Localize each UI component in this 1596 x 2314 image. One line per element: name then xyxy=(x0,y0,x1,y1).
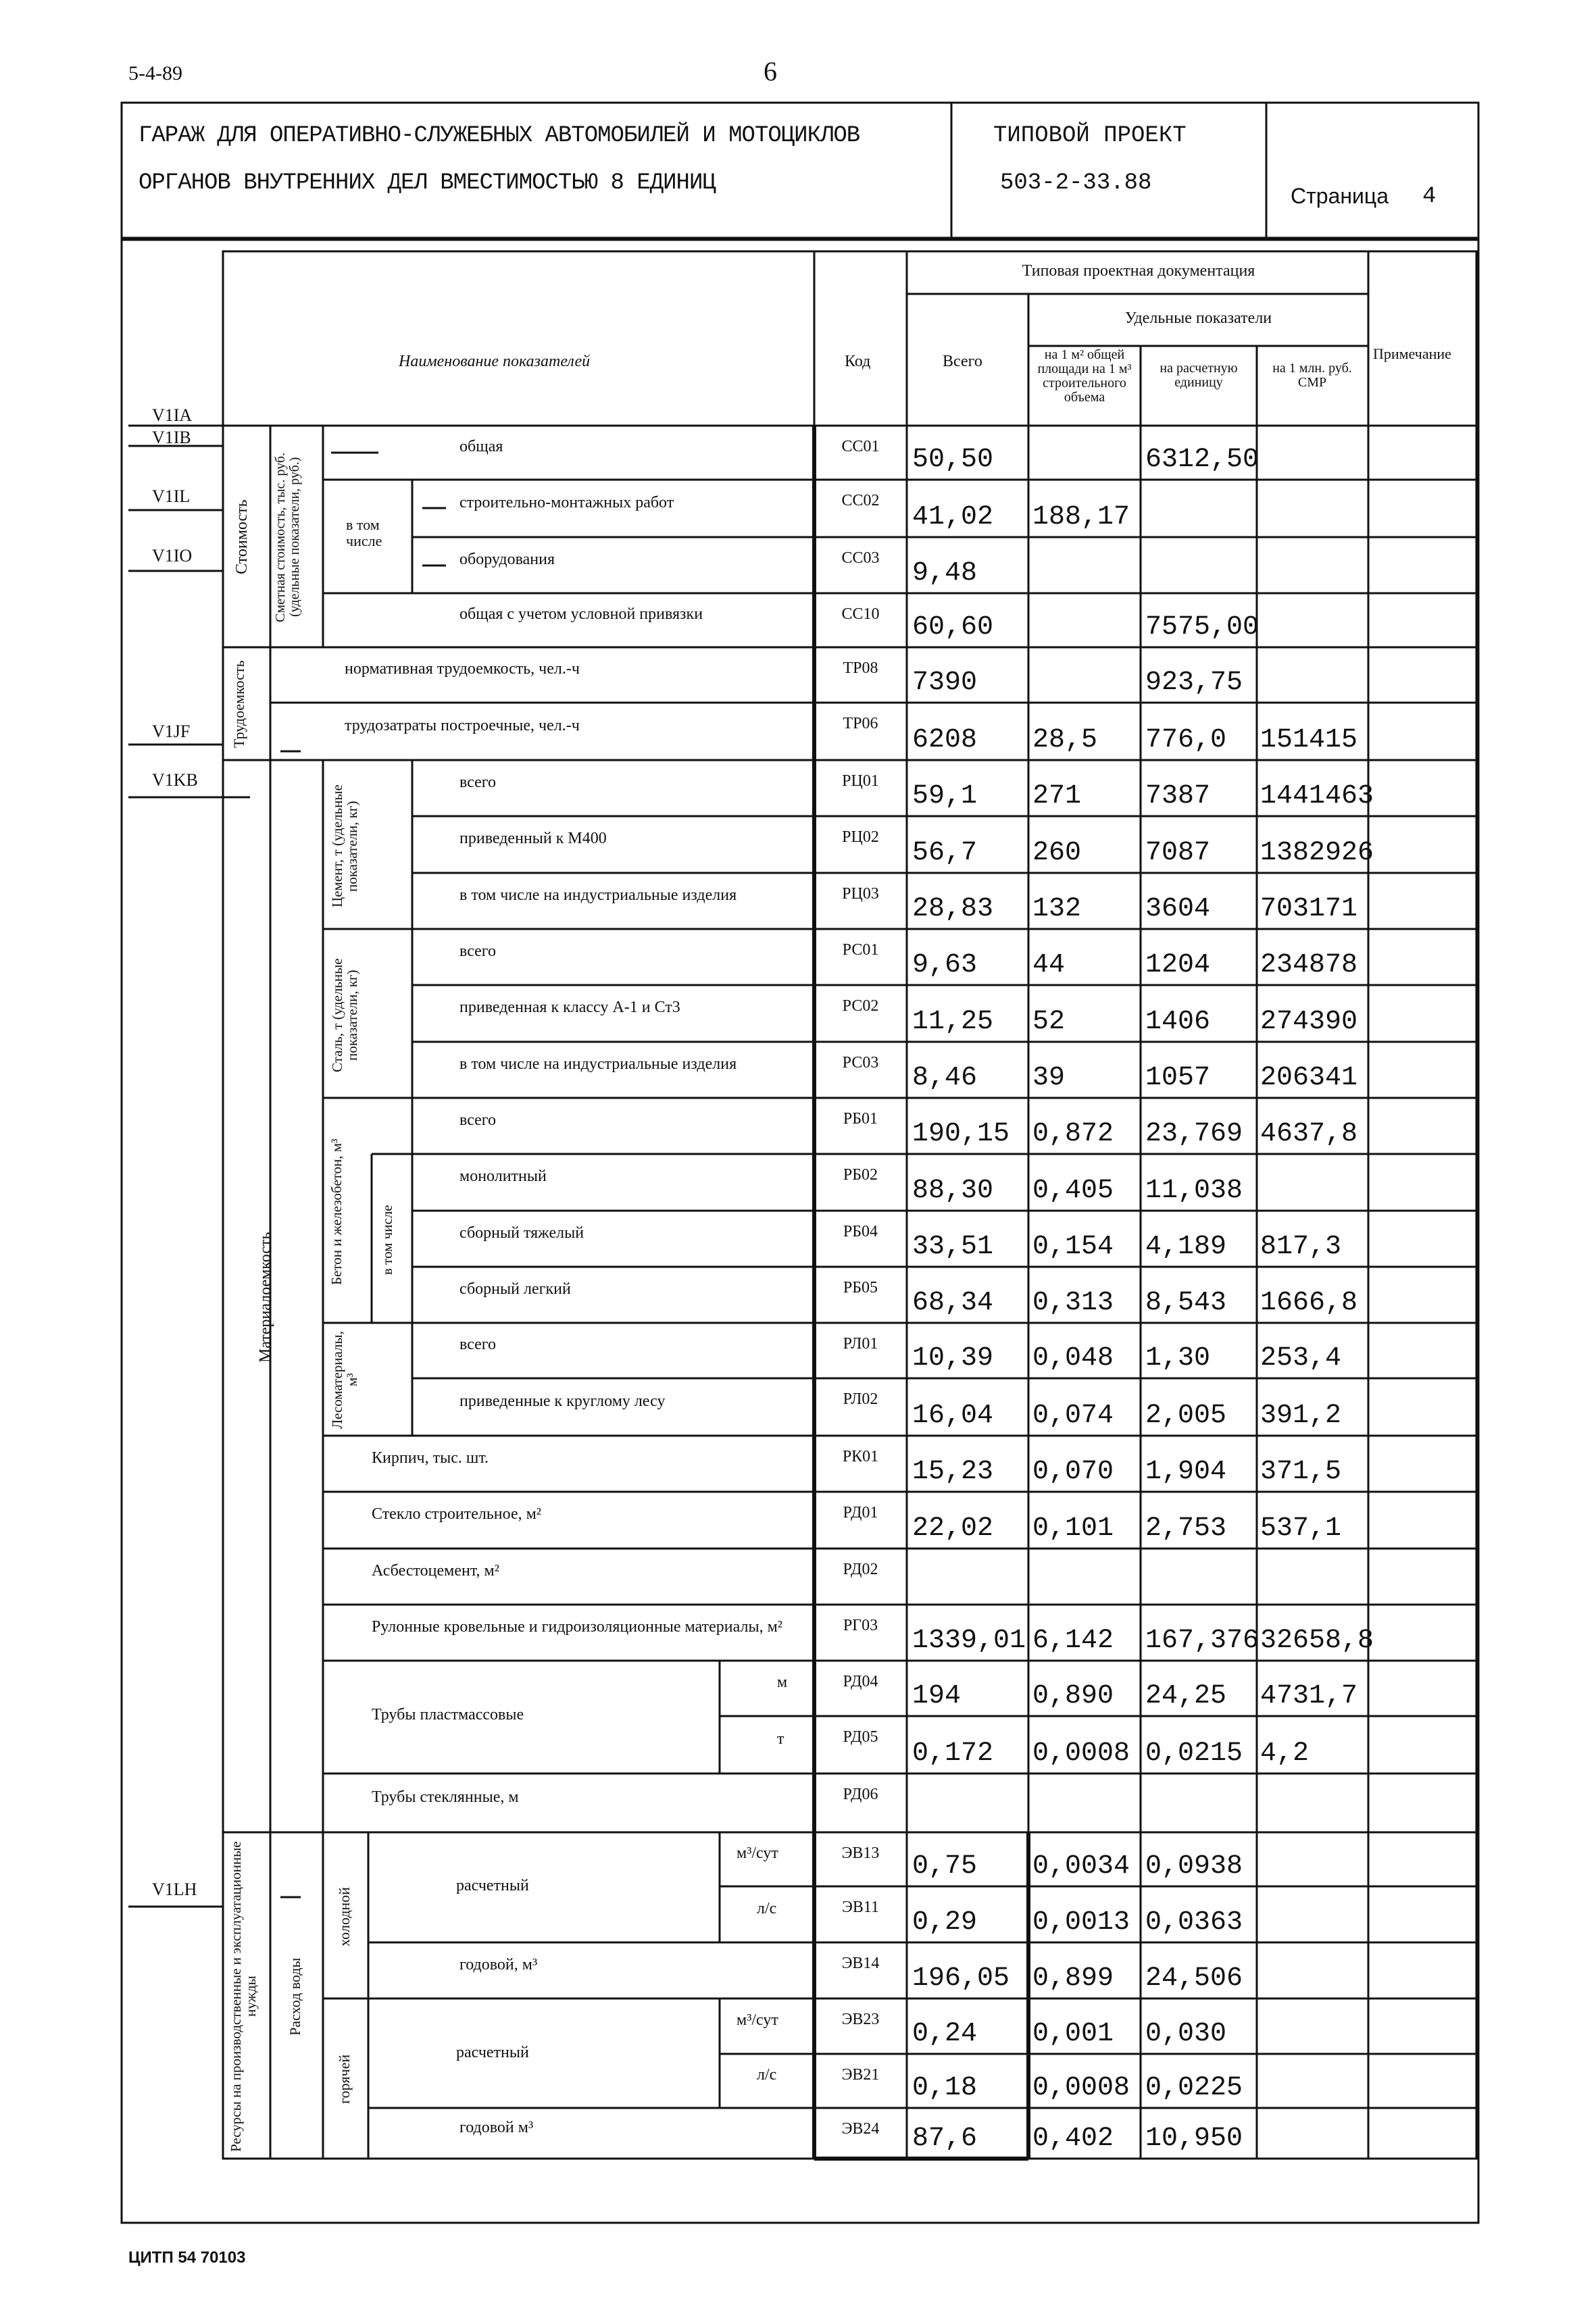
row-total: 16,04 xyxy=(912,1401,994,1431)
row-code: РД04 xyxy=(843,1673,878,1690)
row-code: РД05 xyxy=(843,1728,878,1746)
side-code-v1ib: V1IB xyxy=(152,428,191,447)
row-per-m3: 0,0034 xyxy=(1032,1851,1130,1882)
row-code: ЭВ11 xyxy=(842,1898,879,1916)
title-line-2: ОРГАНОВ ВНУТРЕННИХ ДЕЛ ВМЕСТИМОСТЬЮ 8 ЕДИНИЦ xyxy=(139,170,716,196)
row-total: 0,172 xyxy=(912,1738,994,1769)
row-per-unit: 8,543 xyxy=(1145,1288,1227,1318)
page-number: 6 xyxy=(764,56,777,86)
row-per-m3: 0,313 xyxy=(1032,1288,1114,1318)
row-label: годовой м³ xyxy=(459,2118,534,2136)
row-label: монолитный xyxy=(459,1167,547,1185)
side-code-v1io: V1IO xyxy=(152,546,193,565)
row-per-unit: 23,769 xyxy=(1145,1119,1243,1149)
row-per-m3: 0,405 xyxy=(1032,1176,1114,1206)
group-cold: холодной xyxy=(336,1887,353,1947)
row-per-m3: 0,074 xyxy=(1032,1401,1114,1431)
row-total: 15,23 xyxy=(912,1457,994,1487)
row-total: 10,39 xyxy=(912,1343,994,1374)
row-per-unit: 1406 xyxy=(1145,1007,1211,1037)
row-total: 190,15 xyxy=(912,1119,1010,1149)
row-per-unit: 1204 xyxy=(1145,950,1211,980)
row-label: приведенная к классу А-1 и Ст3 xyxy=(459,999,680,1016)
row-code: СС03 xyxy=(841,549,880,567)
row-total: 28,83 xyxy=(912,894,994,924)
header-tpd: Типовая проектная документация xyxy=(1022,262,1255,280)
row-code: РС01 xyxy=(842,941,879,959)
header-note: Примечание xyxy=(1373,345,1451,362)
calc-cold-label: расчетный xyxy=(456,1877,529,1894)
row-per-unit: 1,904 xyxy=(1145,1457,1227,1487)
row-label: Рулонные кровельные и гидроизоляционные материалы, м² xyxy=(372,1617,782,1636)
row-code: ЭВ14 xyxy=(841,1955,880,1972)
row-label: сборный тяжелый xyxy=(459,1224,584,1242)
row-per-unit: 11,038 xyxy=(1145,1176,1243,1206)
row-per-m3: 39 xyxy=(1032,1063,1066,1093)
row-code: РЦ01 xyxy=(842,772,879,790)
row-label: сборный легкий xyxy=(459,1280,571,1298)
row-total: 9,48 xyxy=(912,558,978,588)
row-total: 0,29 xyxy=(912,1907,978,1938)
row-per-unit: 0,0215 xyxy=(1145,1738,1243,1769)
row-label: оборудования xyxy=(459,550,555,568)
row-total: 33,51 xyxy=(912,1232,994,1262)
row-label: приведенные к круглому лесу xyxy=(459,1392,666,1410)
row-per-unit: 10,950 xyxy=(1145,2123,1243,2154)
header-per-unit: на расчетную единицу xyxy=(1159,361,1238,390)
row-per-unit: 1057 xyxy=(1145,1063,1211,1093)
row-per-mln: 4731,7 xyxy=(1260,1681,1358,1711)
row-per-m3: 0,872 xyxy=(1032,1119,1114,1149)
pipes-plastic-label: Трубы пластмассовые xyxy=(372,1706,524,1724)
row-total: 8,46 xyxy=(912,1063,978,1093)
footer-code: ЦИТП 54 70103 xyxy=(128,2248,246,2267)
group-material: Материалоемкость xyxy=(257,1232,274,1363)
row-per-m3: 0,0013 xyxy=(1032,1907,1130,1938)
row-label: в том числе на индустриальные изделия xyxy=(459,1055,737,1073)
row-per-unit: 1,30 xyxy=(1145,1343,1211,1374)
row-per-mln: 274390 xyxy=(1260,1007,1358,1037)
side-code-v1kb: V1KB xyxy=(152,770,198,790)
row-label: приведенный к М400 xyxy=(459,830,607,847)
row-label: м xyxy=(777,1674,788,1691)
row-per-m3: 0,101 xyxy=(1032,1513,1114,1544)
row-total: 0,24 xyxy=(912,2019,978,2049)
row-per-unit: 0,0363 xyxy=(1145,1907,1243,1938)
row-label: м³/сут xyxy=(737,1844,778,1862)
row-label: общая с учетом условной привязки xyxy=(459,605,703,623)
row-label: всего xyxy=(459,942,497,960)
row-per-m3: 188,17 xyxy=(1032,502,1130,532)
row-per-unit: 3604 xyxy=(1145,894,1211,924)
row-per-unit: 2,005 xyxy=(1145,1401,1227,1431)
side-code-v1ia: V1IA xyxy=(152,405,193,425)
row-total: 194 xyxy=(912,1681,962,1711)
row-label: всего xyxy=(459,1111,497,1129)
row-label: Стекло строительное, м² xyxy=(372,1505,541,1523)
row-label: т xyxy=(777,1730,784,1748)
row-per-m3: 28,5 xyxy=(1032,725,1098,755)
row-label: трудозатраты построечные, чел.-ч xyxy=(345,716,580,734)
row-code: ТР08 xyxy=(843,659,878,677)
row-per-mln: 371,5 xyxy=(1260,1457,1342,1487)
row-per-unit: 776,0 xyxy=(1145,725,1227,755)
row-total: 68,34 xyxy=(912,1288,994,1318)
row-code: СС01 xyxy=(841,438,880,455)
row-per-mln: 1382926 xyxy=(1260,838,1374,868)
row-per-mln: 151415 xyxy=(1260,725,1358,755)
row-code: РС03 xyxy=(842,1054,879,1072)
row-label: общая xyxy=(459,438,503,455)
doc-code: 5-4-89 xyxy=(128,62,182,84)
row-per-unit: 7575,00 xyxy=(1145,612,1260,643)
row-code: РД06 xyxy=(843,1786,878,1803)
row-per-m3: 0,0008 xyxy=(1032,2073,1130,2103)
row-total: 88,30 xyxy=(912,1176,994,1206)
row-total: 60,60 xyxy=(912,612,994,643)
group-cost: Стоимость xyxy=(233,499,251,575)
row-per-unit: 24,25 xyxy=(1145,1681,1227,1711)
side-code-v1il: V1IL xyxy=(152,486,191,506)
side-code-v1jf: V1JF xyxy=(152,722,191,741)
row-per-m3: 0,154 xyxy=(1032,1232,1114,1262)
row-label: Кирпич, тыс. шт. xyxy=(372,1449,489,1467)
row-per-mln: 4637,8 xyxy=(1260,1119,1358,1149)
project-label: ТИПОВОЙ ПРОЕКТ xyxy=(993,123,1187,149)
row-code: РЦ02 xyxy=(842,828,879,846)
row-per-m3: 0,048 xyxy=(1032,1343,1114,1374)
header-code: Код xyxy=(845,353,871,370)
row-per-unit: 24,506 xyxy=(1145,1963,1243,1994)
row-total: 56,7 xyxy=(912,838,978,868)
row-code: РД02 xyxy=(843,1561,878,1578)
row-per-m3: 0,890 xyxy=(1032,1681,1114,1711)
row-per-m3: 0,899 xyxy=(1032,1963,1114,1994)
row-per-m3: 52 xyxy=(1032,1007,1066,1037)
row-total: 50,50 xyxy=(912,445,994,475)
row-per-unit: 7087 xyxy=(1145,838,1211,868)
group-concrete: Бетон и железобетон, м³ xyxy=(328,1138,345,1286)
row-total: 22,02 xyxy=(912,1513,994,1544)
group-cost-sub: Сметная стоимость, тыс. руб. (удельные показатели, руб.) xyxy=(273,452,302,622)
row-total: 0,18 xyxy=(912,2073,978,2103)
row-per-m3: 0,070 xyxy=(1032,1457,1114,1487)
row-per-mln: 32658,8 xyxy=(1260,1626,1374,1656)
row-code: СС02 xyxy=(841,492,880,509)
row-label: нормативная трудоемкость, чел.-ч xyxy=(345,660,580,678)
row-label: всего xyxy=(459,1336,497,1353)
row-total: 196,05 xyxy=(912,1963,1010,1994)
row-per-unit: 6312,50 xyxy=(1145,445,1260,475)
header-specific: Удельные показатели xyxy=(1124,309,1272,327)
row-per-m3: 271 xyxy=(1032,781,1082,811)
row-label: л/с xyxy=(757,1899,777,1917)
row-code: РБ04 xyxy=(843,1223,878,1240)
row-code: РД01 xyxy=(843,1504,878,1521)
row-per-unit: 7387 xyxy=(1145,781,1211,811)
sheet-number: 4 xyxy=(1422,184,1437,209)
row-code: СС10 xyxy=(841,605,880,623)
row-label: строительно-монтажных работ xyxy=(459,493,674,511)
row-code: РЛ02 xyxy=(843,1390,878,1408)
row-total: 59,1 xyxy=(912,781,978,811)
group-resources: Ресурсы на производственные и эксплуатационные нужды xyxy=(228,1841,259,2152)
row-total: 9,63 xyxy=(912,950,978,980)
group-concrete-incl: в том числе xyxy=(379,1205,395,1276)
row-per-m3: 0,001 xyxy=(1032,2019,1114,2049)
row-code: ЭВ23 xyxy=(841,2011,880,2028)
group-labor: Трудоемкость xyxy=(230,660,247,749)
row-code: ТР06 xyxy=(843,715,878,732)
header-name: Наименование показателей xyxy=(399,353,591,370)
row-label: всего xyxy=(459,773,497,791)
row-code: РБ02 xyxy=(843,1166,878,1184)
row-per-unit: 0,0938 xyxy=(1145,1851,1243,1882)
row-label: Трубы стеклянные, м xyxy=(372,1788,519,1806)
row-code: ЭВ13 xyxy=(841,1844,880,1862)
row-total: 0,75 xyxy=(912,1851,978,1882)
row-per-m3: 260 xyxy=(1032,838,1082,868)
row-code: РБ01 xyxy=(843,1110,878,1128)
row-per-m3: 0,402 xyxy=(1032,2123,1114,2154)
row-code: РК01 xyxy=(842,1448,879,1465)
row-code: РБ05 xyxy=(843,1279,878,1297)
group-steel: Сталь, т (удельные показатели, кг) xyxy=(329,958,361,1072)
row-per-unit: 923,75 xyxy=(1145,668,1243,698)
row-code: РЦ03 xyxy=(842,885,879,903)
row-per-mln: 253,4 xyxy=(1260,1343,1342,1374)
group-water: Расход воды xyxy=(286,1957,303,2036)
row-per-m3: 44 xyxy=(1032,950,1066,980)
group-timber: Лесоматериалы, м³ xyxy=(329,1331,361,1429)
row-total: 1339,01 xyxy=(912,1626,1026,1656)
row-per-mln: 817,3 xyxy=(1260,1232,1342,1262)
calc-hot-label: расчетный xyxy=(456,2044,529,2061)
group-cement: Цемент, т (удельные показатели, кг) xyxy=(329,784,361,908)
row-per-unit: 4,189 xyxy=(1145,1232,1227,1262)
header-per-m3: на 1 м² общей площади на 1 м³ строительного объема xyxy=(1037,347,1132,405)
row-per-mln: 1441463 xyxy=(1260,781,1374,811)
row-per-mln: 703171 xyxy=(1260,894,1358,924)
row-code: РЛ01 xyxy=(843,1335,878,1353)
row-code: ЭВ24 xyxy=(841,2120,880,2138)
header-per-mln: на 1 млн. руб. СМР xyxy=(1272,361,1352,390)
group-incl: в том числе xyxy=(346,516,382,550)
title-line-1: ГАРАЖ ДЛЯ ОПЕРАТИВНО-СЛУЖЕБНЫХ АВТОМОБИЛЕЙ И МОТОЦИКЛОВ xyxy=(139,123,860,149)
row-per-mln: 4,2 xyxy=(1260,1738,1310,1769)
row-per-mln: 234878 xyxy=(1260,950,1358,980)
row-per-mln: 206341 xyxy=(1260,1063,1358,1093)
row-per-mln: 537,1 xyxy=(1260,1513,1342,1544)
row-label: л/с xyxy=(757,2066,777,2084)
row-per-unit: 167,376 xyxy=(1145,1626,1260,1656)
row-label: м³/сут xyxy=(737,2011,778,2029)
row-total: 11,25 xyxy=(912,1007,994,1037)
row-code: ЭВ21 xyxy=(841,2066,880,2084)
row-total: 6208 xyxy=(912,725,978,755)
project-number: 503-2-33.88 xyxy=(1000,170,1152,196)
row-per-unit: 0,030 xyxy=(1145,2019,1227,2049)
row-per-m3: 132 xyxy=(1032,894,1082,924)
sheet-label: Страница xyxy=(1291,184,1389,208)
row-per-unit: 2,753 xyxy=(1145,1513,1227,1544)
row-per-unit: 0,0225 xyxy=(1145,2073,1243,2103)
row-total: 87,6 xyxy=(912,2123,978,2154)
row-label: Асбестоцемент, м² xyxy=(372,1561,499,1580)
row-per-mln: 1666,8 xyxy=(1260,1288,1358,1318)
group-hot: горячей xyxy=(336,2054,353,2105)
row-total: 7390 xyxy=(912,668,978,698)
row-label: годовой, м³ xyxy=(459,1955,538,1973)
row-code: РГ03 xyxy=(843,1617,878,1634)
row-per-m3: 0,0008 xyxy=(1032,1738,1130,1769)
row-code: РС02 xyxy=(842,997,879,1015)
row-per-m3: 6,142 xyxy=(1032,1626,1114,1656)
header-total: Всего xyxy=(943,353,982,370)
row-label: в том числе на индустриальные изделия xyxy=(459,886,737,904)
row-per-mln: 391,2 xyxy=(1260,1401,1342,1431)
row-total: 41,02 xyxy=(912,502,994,532)
side-code-v1lh: V1LH xyxy=(152,1880,197,1899)
